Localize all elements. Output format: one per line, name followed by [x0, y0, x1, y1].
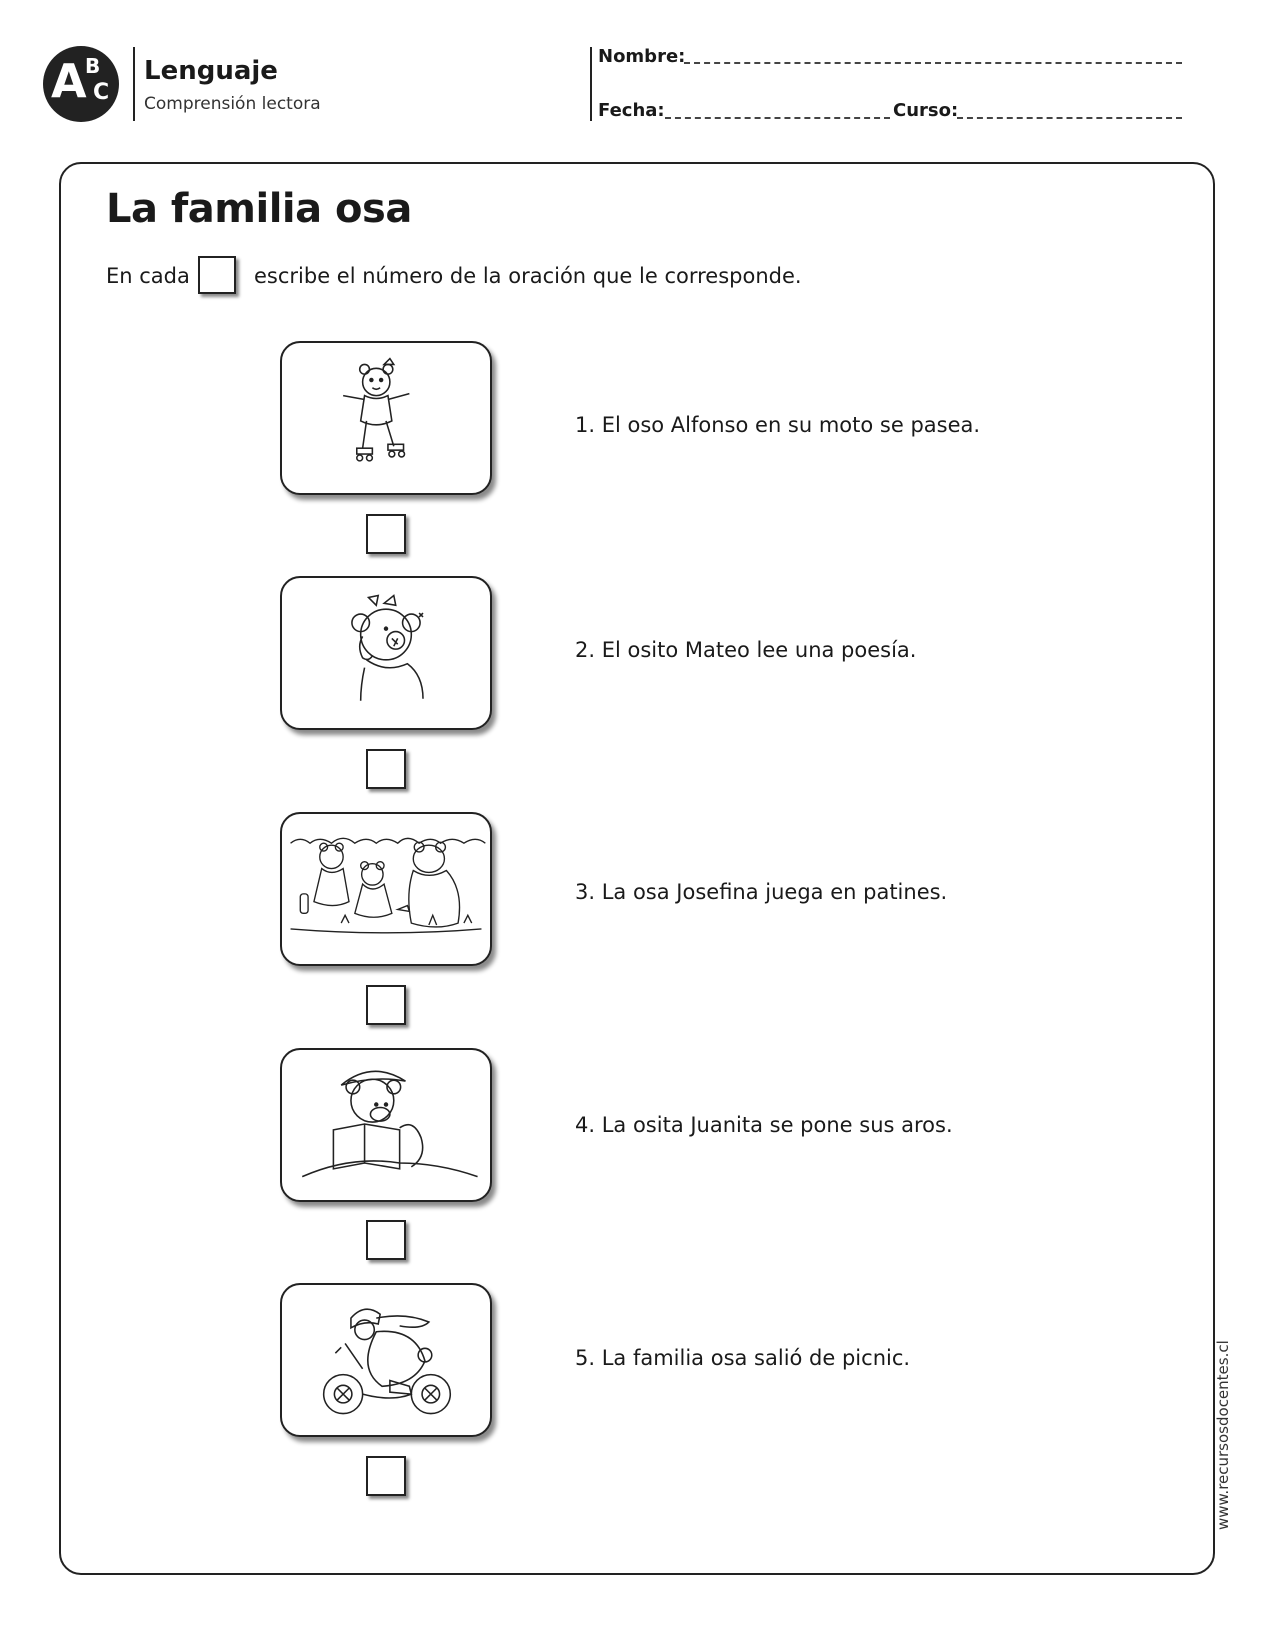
logo-letter-c: C — [93, 80, 110, 105]
bear-earrings-icon — [282, 578, 490, 728]
picture-card-4 — [280, 1048, 492, 1202]
subject-subtitle: Comprensión lectora — [144, 94, 321, 114]
bear-roller-skates-icon — [282, 343, 490, 493]
website-url: www.recursosdocentes.cl — [1214, 1340, 1232, 1530]
picture-card-1 — [280, 341, 492, 495]
worksheet-title: La familia osa — [106, 186, 412, 232]
picture-card-5 — [280, 1283, 492, 1437]
instruction-start: En cada — [106, 264, 190, 288]
bear-reading-icon — [282, 1050, 490, 1200]
answer-box-4[interactable] — [366, 1220, 406, 1260]
sentence-4: 4. La osita Juanita se pone sus aros. — [575, 1113, 953, 1137]
course-label: Curso: — [893, 100, 959, 121]
abc-logo — [43, 46, 119, 122]
sentence-3: 3. La osa Josefina juega en patines. — [575, 880, 948, 904]
header-divider-right — [590, 47, 592, 121]
subject-title: Lenguaje — [144, 56, 278, 86]
header-divider — [133, 47, 135, 121]
sentence-5: 5. La familia osa salió de picnic. — [575, 1346, 911, 1370]
instruction-end: escribe el número de la oración que le corresponde. — [254, 264, 802, 288]
answer-box-2[interactable] — [366, 749, 406, 789]
sentence-2: 2. El osito Mateo lee una poesía. — [575, 638, 917, 662]
logo-letter-a: A — [51, 54, 87, 108]
name-label: Nombre: — [598, 46, 686, 67]
example-box — [198, 256, 236, 294]
picture-card-3 — [280, 812, 492, 966]
date-label: Fecha: — [598, 100, 665, 121]
bear-motorcycle-icon — [282, 1285, 490, 1435]
course-field[interactable] — [957, 117, 1182, 119]
answer-box-1[interactable] — [366, 514, 406, 554]
bear-family-picnic-icon — [282, 814, 490, 964]
name-field[interactable] — [684, 62, 1182, 64]
sentence-1: 1. El oso Alfonso en su moto se pasea. — [575, 413, 981, 437]
answer-box-5[interactable] — [366, 1456, 406, 1496]
answer-box-3[interactable] — [366, 985, 406, 1025]
logo-letter-b: B — [85, 54, 101, 78]
picture-card-2 — [280, 576, 492, 730]
date-field[interactable] — [665, 117, 890, 119]
